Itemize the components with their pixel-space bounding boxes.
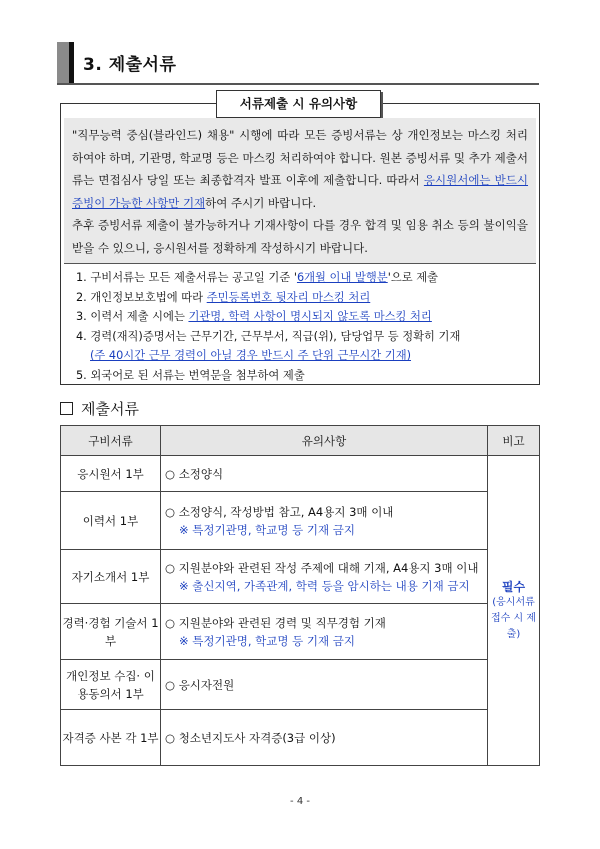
table-row: 자격증 사본 각 1부 ○ 청소년지도사 자격증(3급 이상) xyxy=(61,710,540,766)
notice-item: 3. 이력서 제출 시에는 기관명, 학력 사항이 명시되지 않도록 마스킹 처리 xyxy=(76,310,432,324)
section-heading xyxy=(57,42,539,84)
table-row: 자기소개서 1부 ○ 지원분야와 관련된 작성 주제에 대해 기재, A4용지 3매 이내 ※ 출신지역, 가족관계, 학력 등을 암시하는 내용 기재 금지 xyxy=(61,550,540,604)
square-bullet-icon xyxy=(60,402,73,415)
table-row: 경력·경험 기술서 1부 ○ 지원분야와 관련된 경력 및 직무경험 기재 ※ 특정기관명, 학교명 등 기재 금지 xyxy=(61,604,540,660)
remark-cell: 필수 (응시서류 접수 시 제출) xyxy=(488,456,540,766)
heading-underline xyxy=(57,83,539,85)
table-row: 이력서 1부 ○ 소정양식, 작성방법 참고, A4용지 3매 이내 ※ 특정기관명, 학교명 등 기재 금지 xyxy=(61,492,540,550)
notice-item: 5. 외국어로 된 서류는 번역문을 첨부하여 제출 xyxy=(76,368,305,382)
heading-accent-gray xyxy=(57,42,69,84)
section-title: 3. 제출서류 xyxy=(83,55,177,75)
notice-paragraph-1: "직무능력 중심(블라인드) 채용" 시행에 따라 모든 증빙서류는 상 개인정보는 마스킹 처리하여야 하며, 기관명, 학교명 등은 마스킹 처리하여야 합니다. 원본 증빙서류 및 추가 제출서류는 면접심사 당일 또는 최종합격자 발표 이후에 제출합니다. 따라서 응시원서에는 반드시 증빙이 가능한 사항만 기재하여 주시기 바랍니다. xyxy=(72,128,529,210)
table-header-row xyxy=(61,426,540,456)
notice-item-sub: (주 40시간 근무 경력이 아닐 경우 반드시 주 단위 근무시간 기재) xyxy=(90,349,412,363)
header-content: 유의사항 xyxy=(161,426,488,456)
notice-item: 1. 구비서류는 모든 제출서류는 공고일 기준 '6개월 이내 발행분'으로 제출 xyxy=(76,271,439,284)
notice-item: 2. 개인정보보호법에 따라 주민등록번호 뒷자리 마스킹 처리 xyxy=(76,290,371,304)
notice-item: 4. 경력(재직)증명서는 근무기간, 근무부서, 직급(위), 담당업무 등 정확히 기재 xyxy=(76,329,461,343)
notice-title: 서류제출 시 유의사항 xyxy=(216,90,381,118)
heading-accent-black xyxy=(69,42,74,84)
table-row: 개인정보 수집· 이용동의서 1부 ○ 응시자전원 xyxy=(61,660,540,710)
page-number: - 4 - xyxy=(290,796,310,807)
table-row: 응시원서 1부 ○ 소정양식 필수 (응시서류 접수 시 제출) xyxy=(61,456,540,492)
header-name: 구비서류 xyxy=(61,426,161,456)
notice-paragraph-2: 추후 증빙서류 제출이 불가능하거나 기재사항이 다를 경우 합격 및 임용 취소 등의 불이익을 받을 수 있으니, 응시원서를 정확하게 작성하시기 바랍니다. xyxy=(72,218,528,255)
documents-table xyxy=(60,425,540,766)
header-remark: 비고 xyxy=(488,426,540,456)
notice-highlight: 응시원서에는 반드시 증빙이 가능한 사항만 기재 xyxy=(72,173,529,210)
notice-list xyxy=(76,268,536,386)
notice-body xyxy=(64,118,536,264)
documents-heading: 제출서류 xyxy=(60,398,139,419)
